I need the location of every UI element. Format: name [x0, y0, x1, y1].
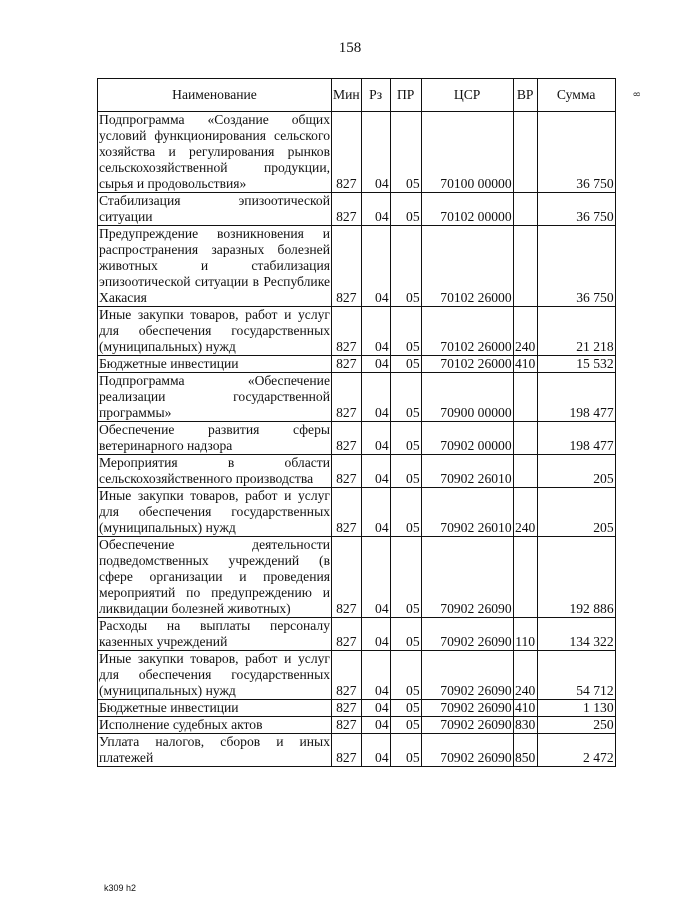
header-pr: ПР [390, 79, 421, 112]
row-rz: 04 [361, 356, 390, 373]
header-csr: ЦСР [421, 79, 513, 112]
row-csr: 70900 00000 [421, 373, 513, 422]
row-min: 827 [332, 651, 362, 700]
row-pr: 05 [390, 356, 421, 373]
row-pr: 05 [390, 307, 421, 356]
row-rz: 04 [361, 373, 390, 422]
row-min: 827 [332, 618, 362, 651]
row-pr: 05 [390, 717, 421, 734]
row-rz: 04 [361, 651, 390, 700]
table-row [98, 112, 616, 193]
row-sum: 198 477 [537, 422, 615, 455]
table-row [98, 307, 616, 356]
row-name: Подпрограмма «Обеспечение реализации государственной программы» [99, 373, 330, 420]
table-row [98, 651, 616, 700]
table-row [98, 226, 616, 307]
row-min: 827 [332, 307, 362, 356]
row-rz: 04 [361, 112, 390, 193]
row-csr: 70100 00000 [421, 112, 513, 193]
row-min: 827 [332, 734, 362, 767]
row-vr [513, 226, 537, 307]
row-name: Стабилизация эпизоотической ситуации [99, 193, 330, 224]
row-name: Подпрограмма «Создание общих условий функционирования сельского хозяйства и регулирования рынков сельскохозяйственной продукции, сырья и продовольствия» [99, 112, 330, 191]
row-name: Мероприятия в области сельскохозяйственного производства [99, 455, 330, 486]
row-sum: 250 [537, 717, 615, 734]
row-min: 827 [332, 112, 362, 193]
row-csr: 70902 26090 [421, 717, 513, 734]
row-sum: 192 886 [537, 537, 615, 618]
header-name: Наименование [98, 79, 332, 112]
row-csr: 70102 26000 [421, 307, 513, 356]
row-pr: 05 [390, 537, 421, 618]
row-rz: 04 [361, 717, 390, 734]
row-rz: 04 [361, 193, 390, 226]
row-min: 827 [332, 455, 362, 488]
row-sum: 36 750 [537, 112, 615, 193]
row-sum: 15 532 [537, 356, 615, 373]
budget-table [97, 78, 616, 767]
row-rz: 04 [361, 700, 390, 717]
header-sum: Сумма [537, 79, 615, 112]
side-mark: 8 [632, 92, 642, 97]
row-min: 827 [332, 488, 362, 537]
row-name: Расходы на выплаты персоналу казенных учреждений [99, 618, 330, 649]
row-csr: 70902 26090 [421, 700, 513, 717]
row-sum: 36 750 [537, 193, 615, 226]
row-min: 827 [332, 373, 362, 422]
row-vr [513, 422, 537, 455]
table-row [98, 488, 616, 537]
table-row [98, 193, 616, 226]
row-pr: 05 [390, 422, 421, 455]
row-sum: 198 477 [537, 373, 615, 422]
row-csr: 70902 26010 [421, 455, 513, 488]
table-row [98, 537, 616, 618]
row-rz: 04 [361, 734, 390, 767]
row-csr: 70102 00000 [421, 193, 513, 226]
row-min: 827 [332, 717, 362, 734]
row-vr: 850 [513, 734, 537, 767]
row-sum: 54 712 [537, 651, 615, 700]
row-csr: 70102 26000 [421, 356, 513, 373]
row-pr: 05 [390, 193, 421, 226]
row-vr: 240 [513, 307, 537, 356]
row-rz: 04 [361, 422, 390, 455]
header-rz: Рз [361, 79, 390, 112]
table-row [98, 455, 616, 488]
table-row [98, 422, 616, 455]
row-csr: 70902 26010 [421, 488, 513, 537]
row-csr: 70102 26000 [421, 226, 513, 307]
row-vr [513, 537, 537, 618]
row-name: Иные закупки товаров, работ и услуг для обеспечения государственных (муниципальных) нужд [99, 488, 330, 535]
table-row [98, 734, 616, 767]
row-csr: 70902 26090 [421, 537, 513, 618]
row-pr: 05 [390, 618, 421, 651]
row-min: 827 [332, 356, 362, 373]
row-vr [513, 373, 537, 422]
row-name: Обеспечение деятельности подведомственных учреждений (в сфере организации и проведения мероприятий по предупреждению и ликвидации болезней животных) [99, 537, 330, 616]
row-csr: 70902 26090 [421, 734, 513, 767]
row-csr: 70902 26090 [421, 651, 513, 700]
row-sum: 205 [537, 488, 615, 537]
row-vr: 410 [514, 356, 536, 371]
table-row [98, 717, 616, 734]
row-name: Иные закупки товаров, работ и услуг для обеспечения государственных (муниципальных) нужд [99, 651, 330, 698]
row-vr [513, 455, 537, 488]
row-rz: 04 [361, 455, 390, 488]
row-vr [513, 193, 537, 226]
row-vr [513, 112, 537, 193]
row-name: Бюджетные инвестиции [98, 356, 332, 373]
row-min: 827 [332, 422, 362, 455]
row-sum: 2 472 [537, 734, 615, 767]
row-pr: 05 [390, 455, 421, 488]
row-csr: 70902 00000 [421, 422, 513, 455]
row-min: 827 [332, 700, 362, 717]
row-min: 827 [332, 193, 362, 226]
row-vr: 240 [513, 651, 537, 700]
row-pr: 05 [390, 373, 421, 422]
row-name: Бюджетные инвестиции [98, 700, 332, 717]
header-min: Мин [332, 79, 362, 112]
row-rz: 04 [361, 537, 390, 618]
row-name: Обеспечение развития сферы ветеринарного надзора [99, 422, 330, 453]
row-sum: 36 750 [537, 226, 615, 307]
row-rz: 04 [361, 226, 390, 307]
row-name: Предупреждение возникновения и распространения заразных болезней животных и стабилизация эпизоотической ситуации в Республике Хакасия [99, 226, 330, 305]
row-pr: 05 [390, 488, 421, 537]
row-pr: 05 [390, 734, 421, 767]
row-rz: 04 [361, 618, 390, 651]
row-csr: 70902 26090 [421, 618, 513, 651]
row-name: Иные закупки товаров, работ и услуг для обеспечения государственных (муниципальных) нужд [99, 307, 330, 354]
row-rz: 04 [361, 307, 390, 356]
row-sum: 1 130 [537, 700, 615, 717]
row-vr: 110 [513, 618, 537, 651]
row-pr: 05 [390, 700, 421, 717]
row-sum: 205 [537, 455, 615, 488]
footer-code: k309 h2 [104, 883, 137, 893]
row-sum: 134 322 [537, 618, 615, 651]
header-vr: ВР [513, 79, 537, 112]
row-name: Уплата налогов, сборов и иных платежей [99, 734, 330, 765]
page-number: 158 [338, 40, 362, 56]
row-min: 827 [332, 226, 362, 307]
table-row [98, 700, 616, 717]
table-row [98, 618, 616, 651]
row-vr: 830 [514, 717, 536, 732]
table-header-row [98, 79, 616, 112]
row-min: 827 [332, 537, 362, 618]
row-sum: 21 218 [537, 307, 615, 356]
row-pr: 05 [390, 226, 421, 307]
row-pr: 05 [390, 651, 421, 700]
table-row [98, 373, 616, 422]
row-vr: 410 [514, 700, 536, 715]
row-pr: 05 [390, 112, 421, 193]
row-name: Исполнение судебных актов [98, 717, 332, 734]
row-rz: 04 [361, 488, 390, 537]
table-row [98, 356, 616, 373]
row-vr: 240 [513, 488, 537, 537]
